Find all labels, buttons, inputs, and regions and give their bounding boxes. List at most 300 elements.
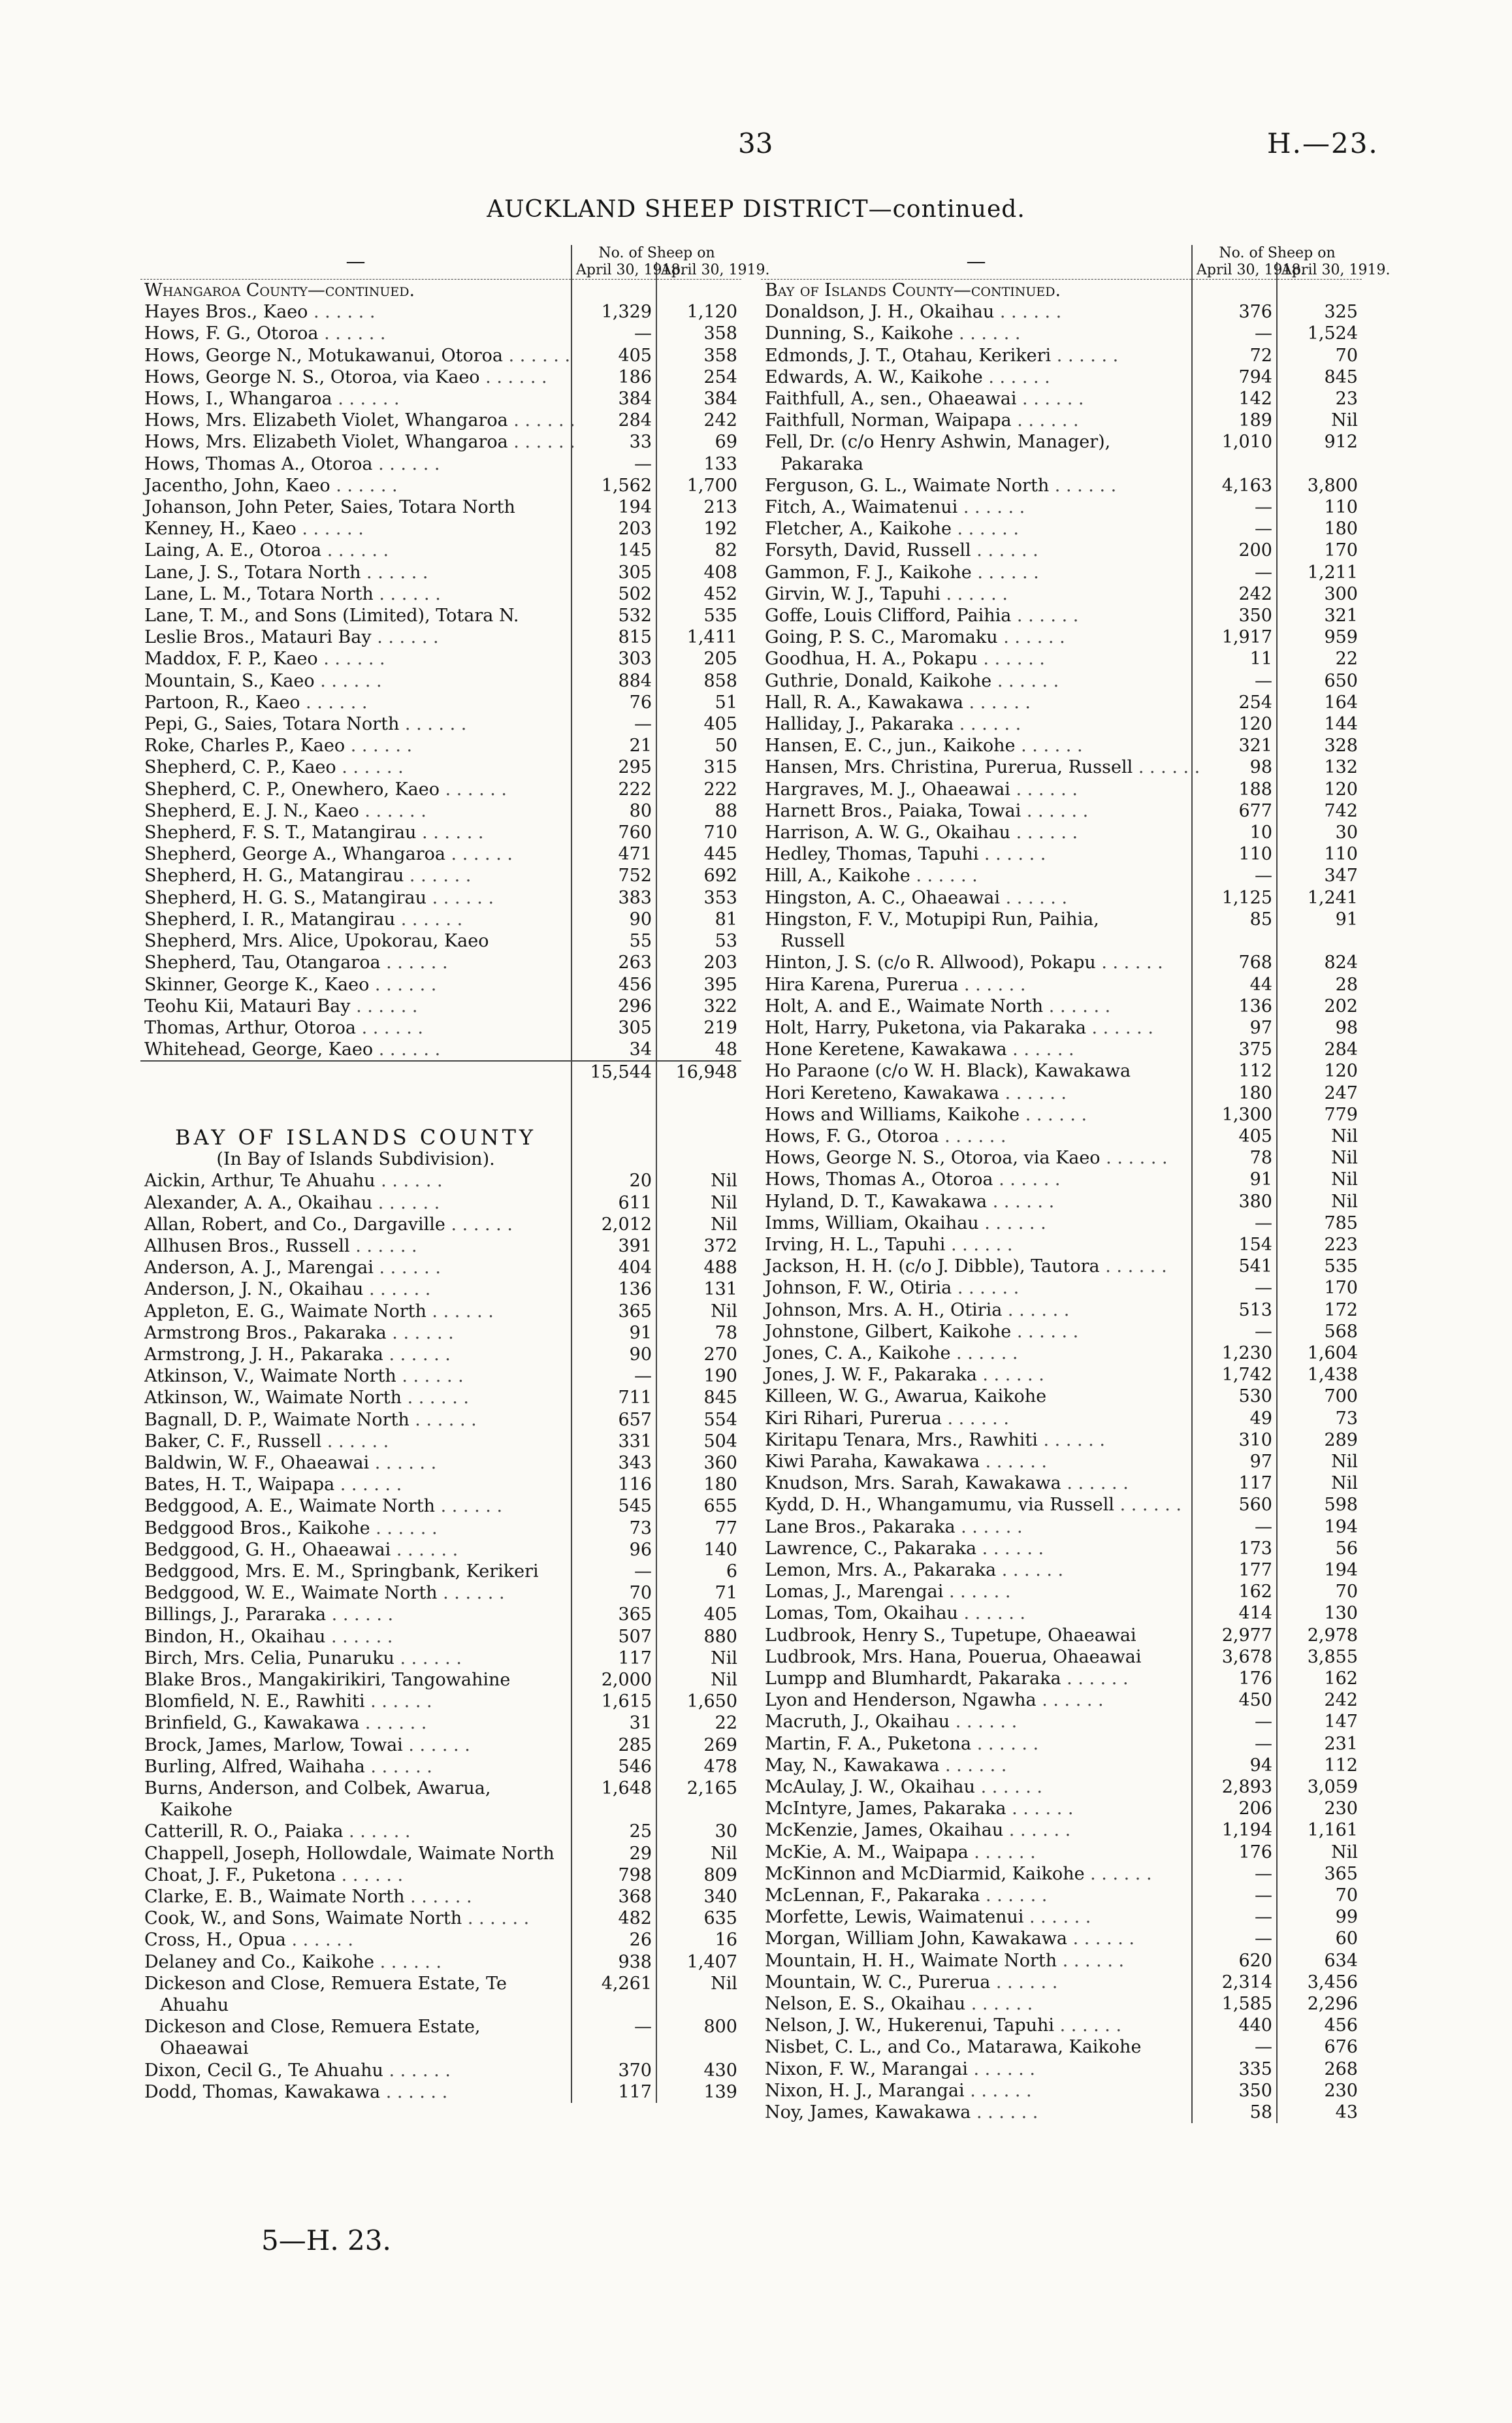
sheep-1918: — [571, 2016, 656, 2038]
table-row [140, 1929, 741, 1951]
sheep-1919: 120 [1277, 1060, 1362, 1082]
table-row [761, 1842, 1362, 1863]
owner-name: Shepherd, Tau, Otangaroa . . . . . . [144, 952, 448, 973]
sheep-1919 [656, 1799, 741, 1821]
sheep-1919: 800 [656, 2016, 741, 2038]
owner-name: Allhusen Bros., Russell . . . . . . [144, 1235, 417, 1256]
sheep-1918: 798 [571, 1864, 656, 1886]
sheep-1918: 58 [1192, 2102, 1277, 2123]
sheep-1918: 310 [1192, 1429, 1277, 1451]
column-header-1918: April 30, 1918. [571, 262, 656, 280]
sheep-1918: 112 [1192, 1060, 1277, 1082]
owner-name-text: Hori Kereteno, Kawakawa [765, 1082, 1000, 1103]
sheep-1919: 700 [1277, 1386, 1362, 1407]
owner-name-text: Bedggood, Mrs. E. M., Springbank, Kerikeri [144, 1561, 539, 1582]
left-table-panel [140, 245, 770, 2103]
owner-name-text: Appleton, E. G., Waimate North [144, 1301, 426, 1322]
sheep-1919: 445 [656, 843, 741, 865]
sheep-1918: 117 [571, 2081, 656, 2103]
owner-name-text: Bedggood, W. E., Waimate North [144, 1583, 438, 1604]
owner-name: Brinfield, G., Kawakawa . . . . . . [144, 1713, 427, 1734]
sheep-1918: 331 [571, 1431, 656, 1452]
sheep-1919: 110 [1277, 843, 1362, 865]
sheep-1919: 328 [1277, 735, 1362, 756]
owner-name: Billings, J., Pararaka . . . . . . [144, 1604, 394, 1625]
sheep-1918: — [1192, 1863, 1277, 1885]
owner-name-text: McAulay, J. W., Okaihau [765, 1777, 975, 1798]
sheep-1918: 370 [571, 2060, 656, 2081]
sheep-1919: 372 [656, 1235, 741, 1257]
owner-name-text: Skinner, George K., Kaeo [144, 974, 370, 995]
sheep-1918: 350 [1192, 2080, 1277, 2102]
table-row [140, 1452, 741, 1474]
owner-name-text: Maddox, F. P., Kaeo [144, 649, 318, 670]
owner-name-text: Hows, I., Whangaroa [144, 389, 332, 410]
sheep-1918: — [1192, 1212, 1277, 1234]
table-row [761, 2036, 1362, 2058]
owner-name-text: Blake Bros., Mangakirikiri, Tangowahine [144, 1669, 511, 1690]
sheep-1918: 768 [1192, 952, 1277, 973]
sheep-1918 [571, 1994, 656, 2016]
sheep-1919: 180 [656, 1474, 741, 1495]
table-row-heading [140, 280, 741, 302]
table-row [761, 2015, 1362, 2036]
owner-name-text: McIntyre, James, Pakaraka [765, 1798, 1006, 1819]
sheep-1919: 2,165 [656, 1778, 741, 1799]
sheep-1919: 60 [1277, 1928, 1362, 1949]
sheep-1919: 132 [1277, 756, 1362, 778]
owner-name-text: Lyon and Henderson, Ngawha [765, 1690, 1037, 1711]
sheep-1918: 1,648 [571, 1778, 656, 1799]
sheep-1918: 142 [1192, 388, 1277, 410]
owner-name-text: Dodd, Thomas, Kawakawa [144, 2081, 381, 2102]
sheep-1919: 82 [656, 540, 741, 561]
owner-name-text: Dickeson and Close, Remuera Estate, Te [144, 1973, 507, 1994]
sheep-1918: 120 [1192, 713, 1277, 735]
owner-name-text: Allhusen Bros., Russell [144, 1235, 350, 1256]
sheep-1918: 611 [571, 1192, 656, 1214]
table-row [761, 1668, 1362, 1689]
table-row [140, 974, 741, 996]
owner-name-text: Kydd, D. H., Whangamumu, via Russell [765, 1495, 1114, 1516]
owner-name-text: Shepherd, H. G., Matangirau [144, 866, 404, 886]
sheep-1919: 22 [1277, 648, 1362, 670]
owner-name [761, 1625, 1192, 1646]
sheep-1919: 164 [1277, 692, 1362, 713]
owner-name-text: Lane, J. S., Totara North [144, 562, 361, 583]
sheep-1919: Nil [656, 1973, 741, 1994]
sheep-1919: 268 [1277, 2058, 1362, 2080]
owner-name-text: Goffe, Louis Clifford, Paihia [765, 606, 1012, 626]
owner-name [140, 1843, 571, 1864]
sheep-1919: 219 [656, 1017, 741, 1039]
sheep-1919: 254 [656, 366, 741, 388]
owner-name: Laing, A. E., Otoroa . . . . . . [144, 540, 389, 561]
owner-name: Harnett Bros., Paiaka, Towai . . . . . . [765, 800, 1089, 821]
owner-name: Jacentho, John, Kaeo . . . . . . [144, 475, 398, 496]
owner-name-text: Killeen, W. G., Awarua, Kaikohe [765, 1386, 1047, 1407]
sheep-1919: 405 [656, 713, 741, 735]
sheep-1919: 70 [1277, 345, 1362, 366]
owner-name: Jones, C. A., Kaikohe . . . . . . [765, 1342, 1018, 1363]
owner-name-text: Johnson, F. W., Otiria [765, 1278, 952, 1299]
sheep-1919: 315 [656, 756, 741, 778]
sheep-1919: 190 [656, 1365, 741, 1387]
owner-name-text: Shepherd, Mrs. Alice, Upokorau, Kaeo [144, 931, 489, 952]
table-row [761, 843, 1362, 865]
table-row [140, 1626, 741, 1648]
owner-name-text: McKie, A. M., Waipapa [765, 1842, 969, 1862]
owner-name-text: Noy, James, Kawakawa [765, 2102, 971, 2123]
sheep-1919: 504 [656, 1431, 741, 1452]
table-row [761, 887, 1362, 909]
owner-name-text: Donaldson, J. H., Okaihau [765, 302, 995, 323]
owner-name: Kiritapu Tenara, Mrs., Rawhiti . . . . . . [765, 1429, 1105, 1450]
owner-name: Noy, James, Kawakawa . . . . . . [765, 2102, 1038, 2123]
table-row [761, 301, 1362, 323]
sheep-1919: 16,948 [656, 1061, 741, 1083]
sheep-1919: 71 [656, 1582, 741, 1604]
owner-name-text: Alexander, A. A., Okaihau [144, 1192, 373, 1213]
owner-name: Shepherd, George A., Whangaroa . . . . . . [144, 844, 513, 865]
owner-name-text: Hows, Thomas A., Otoroa [765, 1169, 993, 1190]
sheep-1918: 263 [571, 952, 656, 973]
owner-name-text: Ludbrook, Mrs. Hana, Pouerua, Ohaeawai [765, 1646, 1142, 1667]
sheep-1919: 50 [656, 735, 741, 756]
sheep-1918: — [1192, 670, 1277, 692]
sheep-1919: 16 [656, 1929, 741, 1951]
owner-name: Ohaeawai [160, 2038, 249, 2059]
owner-name-text: Bedggood, A. E., Waimate North [144, 1496, 436, 1517]
sheep-1919: 70 [1277, 1885, 1362, 1906]
sheep-table-right [761, 245, 1391, 2123]
sheep-1919: 360 [656, 1452, 741, 1474]
owner-name-text: Johnstone, Gilbert, Kaikohe [765, 1321, 1012, 1342]
table-row [761, 1581, 1362, 1602]
table-header [140, 245, 770, 280]
table-row [761, 1212, 1362, 1234]
sheep-1918: 173 [1192, 1538, 1277, 1559]
owner-name: Edmonds, J. T., Otahau, Kerikeri . . . . . . [765, 345, 1119, 366]
owner-name: Edwards, A. W., Kaikohe . . . . . . [765, 366, 1050, 387]
sheep-1919: Nil [656, 1192, 741, 1214]
sheep-1919: 384 [656, 388, 741, 410]
sheep-1918: 26 [571, 1929, 656, 1951]
owner-name-text: Faithfull, A., sen., Ohaeawai [765, 389, 1017, 410]
sheep-1918 [571, 1148, 656, 1170]
table-row [761, 345, 1362, 366]
owner-name [761, 909, 1192, 930]
owner-name: Aickin, Arthur, Te Ahuahu . . . . . . [144, 1171, 443, 1192]
sheep-1919: 99 [1277, 1906, 1362, 1928]
sheep-1918: 380 [1192, 1191, 1277, 1212]
owner-name-text: Mountain, H. H., Waimate North [765, 1950, 1057, 1971]
table-row [140, 2060, 741, 2081]
sheep-1918: 72 [1192, 345, 1277, 366]
sheep-1918: 471 [571, 843, 656, 865]
owner-name-text: Hows, Thomas A., Otoroa [144, 453, 373, 474]
owner-name: Girvin, W. J., Tapuhi . . . . . . [765, 583, 1008, 604]
sheep-1919: 120 [1277, 779, 1362, 800]
heading-text: Whangaroa County—continued. [144, 280, 415, 301]
owner-name-text: Goodhua, H. A., Pokapu [765, 649, 978, 670]
sheep-1918: 938 [571, 1951, 656, 1973]
owner-name: Lyon and Henderson, Ngawha . . . . . . [765, 1690, 1104, 1711]
owner-name-text: Lomas, Tom, Okaihau [765, 1603, 958, 1624]
sheep-1919: 43 [1277, 2102, 1362, 2123]
owner-name: Shepherd, C. P., Kaeo . . . . . . [144, 757, 404, 778]
sheep-1919: 23 [1277, 388, 1362, 410]
owner-name: Hows, George N. S., Otoroa, via Kaeo . . . . . . [765, 1148, 1168, 1169]
sheep-1918: 350 [1192, 605, 1277, 626]
owner-name: Hira Karena, Purerua . . . . . . [765, 974, 1026, 995]
table-row-sub [140, 1148, 741, 1170]
sheep-1918: 405 [571, 345, 656, 366]
owner-name-text: Aickin, Arthur, Te Ahuahu [144, 1171, 376, 1192]
sheep-1919: 222 [656, 779, 741, 800]
sheep-1918: 440 [1192, 2015, 1277, 2036]
owner-name-text: Lemon, Mrs. A., Pakaraka [765, 1559, 997, 1580]
owner-name: McKie, A. M., Waipapa . . . . . . [765, 1842, 1036, 1862]
sheep-1918: 203 [571, 518, 656, 540]
sheep-1918: 91 [1192, 1169, 1277, 1190]
sheep-1918: — [1192, 2036, 1277, 2058]
owner-name-text: Hedley, Thomas, Tapuhi [765, 844, 979, 865]
sheep-1918: 305 [571, 562, 656, 583]
owner-name-text: Lawrence, C., Pakaraka [765, 1538, 977, 1559]
sheep-1919: 322 [656, 996, 741, 1017]
sheep-1919: 22 [656, 1712, 741, 1734]
table-row [140, 518, 741, 540]
sheep-1918: 2,012 [571, 1214, 656, 1235]
table-row [761, 2102, 1362, 2123]
table-row-cont [140, 1799, 741, 1821]
owner-name-text: Whitehead, George, Kaeo [144, 1039, 374, 1060]
sheep-1919: 3,855 [1277, 1646, 1362, 1668]
owner-name: Roke, Charles P., Kaeo . . . . . . [144, 736, 413, 756]
sheep-1919: 140 [656, 1539, 741, 1561]
owner-name: Holt, A. and E., Waimate North . . . . . . [765, 996, 1111, 1016]
owner-name: Kenney, H., Kaeo . . . . . . [144, 519, 364, 540]
table-row [761, 1277, 1362, 1299]
table-row [761, 323, 1362, 344]
sheep-1918: 295 [571, 756, 656, 778]
sheep-1919: Nil [1277, 1191, 1362, 1212]
table-row [140, 1669, 741, 1691]
owner-name [761, 2036, 1192, 2058]
owner-name-text: Going, P. S. C., Maromaku [765, 627, 998, 648]
owner-name-text: Jackson, H. H. (c/o J. Dibble), Tautora [765, 1256, 1100, 1277]
sheep-1918 [571, 1105, 656, 1127]
owner-name-text: Ho Paraone (c/o W. H. Black), Kawakawa [765, 1061, 1131, 1082]
sheep-1918: 1,230 [1192, 1342, 1277, 1364]
owner-name: Bindon, H., Okaihau . . . . . . [144, 1626, 393, 1647]
sheep-1918: 94 [1192, 1755, 1277, 1776]
table-row [140, 1582, 741, 1604]
sheep-1918: 85 [1192, 909, 1277, 930]
sheep-1918: 365 [571, 1301, 656, 1322]
table-row [140, 996, 741, 1017]
sheep-1918: 194 [571, 496, 656, 518]
sheep-1918: 4,261 [571, 1973, 656, 1994]
sheep-1919: 131 [656, 1278, 741, 1300]
owner-name-text: Burns, Anderson, and Colbek, Awarua, [144, 1778, 491, 1798]
table-row [140, 1734, 741, 1756]
table-row [140, 626, 741, 648]
owner-name-text: Baker, C. F., Russell [144, 1431, 322, 1452]
owner-name: McKinnon and McDiarmid, Kaikohe . . . . . . [765, 1863, 1152, 1884]
owner-name [140, 1778, 571, 1799]
table-row [140, 1409, 741, 1431]
owner-name-text: Mountain, S., Kaeo [144, 670, 315, 691]
owner-name-text: Shepherd, C. P., Kaeo [144, 757, 336, 778]
sheep-1919: 78 [656, 1322, 741, 1344]
table-row [761, 1993, 1362, 2015]
owner-name: Atkinson, V., Waimate North . . . . . . [144, 1366, 464, 1387]
owner-name: Irving, H. L., Tapuhi . . . . . . [765, 1234, 1013, 1255]
sheep-1918: 303 [571, 648, 656, 670]
sheep-1918: 343 [571, 1452, 656, 1474]
table-row [140, 1387, 741, 1408]
sheep-1918: — [571, 1561, 656, 1582]
owner-name [140, 1973, 571, 1994]
owner-name: Russell [780, 931, 845, 952]
owner-name: Bates, H. T., Waipapa . . . . . . [144, 1474, 402, 1495]
owner-name-text: May, N., Kawakawa [765, 1755, 940, 1776]
owner-name-text: Holt, Harry, Puketona, via Pakaraka [765, 1017, 1086, 1038]
owner-name-text: Kiritapu Tenara, Mrs., Rawhiti [765, 1429, 1038, 1450]
sheep-1919: 51 [656, 692, 741, 713]
owner-name-text: Holt, A. and E., Waimate North [765, 996, 1044, 1016]
owner-name: Shepherd, C. P., Onewhero, Kaeo . . . . . . [144, 779, 507, 800]
sheep-1919: 353 [656, 887, 741, 909]
sheep-1918: — [1192, 1321, 1277, 1342]
sheep-1919: 30 [1277, 822, 1362, 843]
sheep-1919: 30 [656, 1821, 741, 1842]
sheep-1918: 29 [571, 1843, 656, 1864]
sheep-1919: 598 [1277, 1494, 1362, 1516]
sheep-1918: 391 [571, 1235, 656, 1257]
owner-name-text: Birch, Mrs. Celia, Punaruku [144, 1648, 394, 1668]
sheep-1919: 478 [656, 1756, 741, 1778]
sheep-1918: 98 [1192, 756, 1277, 778]
owner-name: Hargraves, M. J., Ohaeawai . . . . . . [765, 779, 1078, 800]
owner-name: Thomas, Arthur, Otoroa . . . . . . [144, 1017, 424, 1038]
sheep-1919: 456 [1277, 2015, 1362, 2036]
table-row [761, 496, 1362, 518]
owner-name: Shepherd, F. S. T., Matangirau . . . . . . [144, 822, 484, 843]
sheep-1919: 28 [1277, 974, 1362, 996]
sheep-1918: 545 [571, 1495, 656, 1517]
sheep-1919: 340 [656, 1886, 741, 1908]
table-row [761, 1950, 1362, 1972]
sheep-1919: 408 [656, 562, 741, 583]
owner-name: Allan, Robert, and Co., Dargaville . . . . . . [144, 1214, 513, 1235]
table-row [761, 2058, 1362, 2080]
owner-name-text: Leslie Bros., Matauri Bay [144, 627, 372, 648]
table-row [761, 1104, 1362, 1126]
table-row [140, 431, 741, 453]
owner-name-text: Burling, Alfred, Waihaha [144, 1756, 365, 1777]
sheep-1919: 53 [656, 930, 741, 952]
table-row [140, 2016, 741, 2038]
owner-name: Going, P. S. C., Maromaku . . . . . . [765, 627, 1065, 648]
owner-name: Ahuahu [160, 1995, 229, 2016]
sheep-1919: 676 [1277, 2036, 1362, 2058]
table-row [761, 1906, 1362, 1928]
table-row [140, 1170, 741, 1192]
sheep-1919 [656, 2038, 741, 2059]
owner-name: Mountain, W. C., Purerua . . . . . . [765, 1972, 1058, 1992]
owner-name-text: Brock, James, Marlow, Towai [144, 1734, 403, 1755]
owner-name: Jackson, H. H. (c/o J. Dibble), Tautora . . . . . . [765, 1256, 1167, 1277]
owner-name: Hedley, Thomas, Tapuhi . . . . . . [765, 844, 1046, 865]
owner-name-text: Shepherd, F. S. T., Matangirau [144, 822, 417, 843]
table-row [140, 388, 741, 410]
table-row [761, 1017, 1362, 1039]
owner-name: Bagnall, D. P., Waimate North . . . . . . [144, 1409, 477, 1430]
table-row [761, 800, 1362, 822]
owner-name: Nelson, J. W., Hukerenui, Tapuhi . . . . . . [765, 2015, 1122, 2036]
owner-name: Burling, Alfred, Waihaha . . . . . . [144, 1756, 432, 1777]
sheep-1919: Nil [1277, 1451, 1362, 1472]
sheep-1919: 202 [1277, 996, 1362, 1017]
sheep-1918 [1192, 453, 1277, 475]
owner-name [140, 1084, 571, 1105]
owner-name-text: Hira Karena, Purerua [765, 974, 959, 995]
table-row [140, 1604, 741, 1625]
owner-name-text: Atkinson, V., Waimate North [144, 1366, 396, 1387]
sheep-1918: 78 [1192, 1147, 1277, 1169]
table-row-heading [761, 280, 1362, 302]
table-row [140, 1017, 741, 1039]
name-column-header: — [346, 250, 366, 273]
sheep-table-left [140, 245, 770, 2103]
owner-name: Kydd, D. H., Whangamumu, via Russell . . . . . . [765, 1495, 1182, 1516]
owner-name: Hansen, E. C., jun., Kaikohe . . . . . . [765, 736, 1083, 756]
owner-name-text: Shepherd, I. R., Matangirau [144, 909, 396, 930]
sheep-1918: 541 [1192, 1256, 1277, 1277]
owner-name-text: Hall, R. A., Kawakawa [765, 692, 963, 713]
sheep-1918: 532 [571, 605, 656, 626]
sheep-1918: 1,194 [1192, 1819, 1277, 1841]
sheep-1919: 2,978 [1277, 1625, 1362, 1646]
page-footer: 5—H. 23. [261, 2224, 391, 2256]
owner-name-text: Bindon, H., Okaihau [144, 1626, 326, 1647]
owner-name: Hayes Bros., Kaeo . . . . . . [144, 302, 376, 323]
sheep-1918: 20 [571, 1170, 656, 1192]
sheep-1918 [571, 280, 656, 302]
owner-name-text: Cross, H., Opua [144, 1930, 286, 1951]
sheep-1919: Nil [656, 1843, 741, 1864]
sheep-1918: 815 [571, 626, 656, 648]
owner-name-text: Hingston, F. V., Motupipi Run, Paihia, [765, 909, 1099, 930]
sheep-1918: 284 [571, 410, 656, 431]
owner-name-text: Hingston, A. C., Ohaeawai [765, 887, 1001, 908]
table-row [140, 323, 741, 344]
sheep-1918: — [571, 713, 656, 735]
owner-name: Gammon, F. J., Kaikohe . . . . . . [765, 562, 1039, 583]
owner-name-text: Jacentho, John, Kaeo [144, 475, 330, 496]
table-row [761, 2080, 1362, 2102]
table-row [761, 518, 1362, 540]
sheep-1919: Nil [656, 1214, 741, 1235]
owner-name [761, 431, 1192, 453]
sheep-1918: 116 [571, 1474, 656, 1495]
sheep-1919: 785 [1277, 1212, 1362, 1234]
owner-name-text: McKinnon and McDiarmid, Kaikohe [765, 1863, 1085, 1884]
sheep-1918 [571, 1799, 656, 1821]
